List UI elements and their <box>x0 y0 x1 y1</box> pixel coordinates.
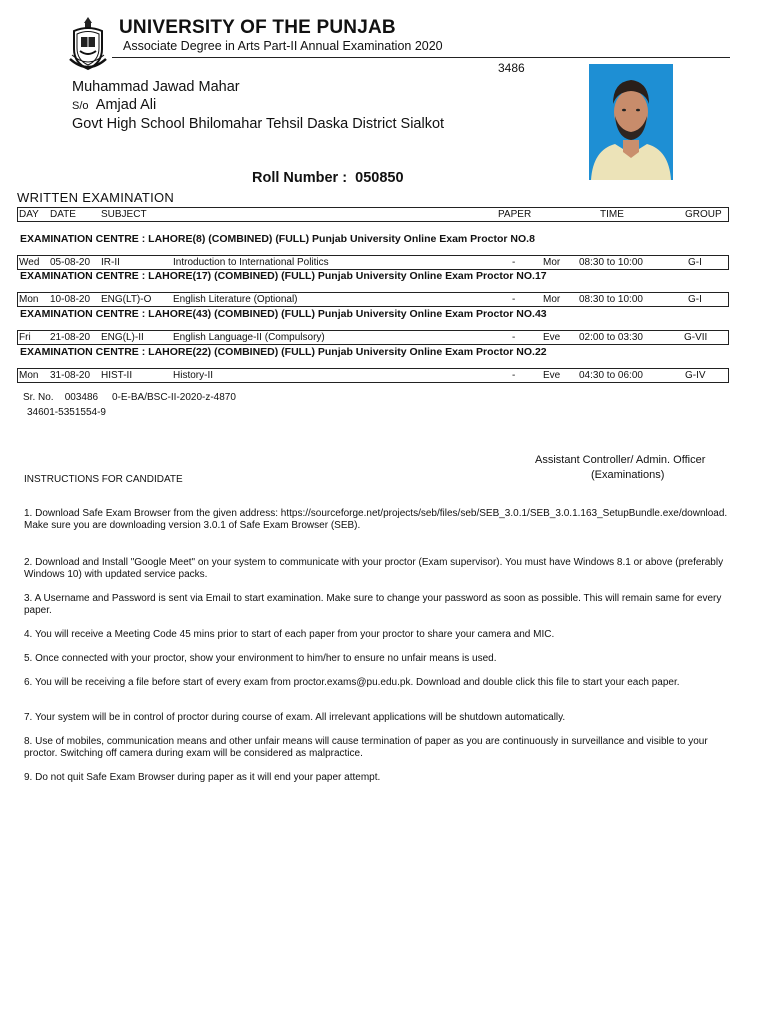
row-group: G-VII <box>684 332 708 343</box>
centre-name: LAHORE(17) (COMBINED) (FULL) Punjab University Online Exam Proctor NO.17 <box>148 270 547 282</box>
reference-code: 0-E-BA/BSC-II-2020-z-4870 <box>111 392 236 403</box>
row-subject: History-II <box>173 370 213 381</box>
row-date: 31-08-20 <box>50 370 91 381</box>
exam-centre-line <box>20 270 547 282</box>
col-day: DAY <box>19 209 39 220</box>
father-name: Amjad Ali <box>95 97 157 113</box>
col-subject: SUBJECT <box>101 209 147 220</box>
row-time: 04:30 to 06:00 <box>579 370 643 381</box>
instruction-item: 7. Your system will be in control of proctor during course of exam. All irrelevant applications will be shutdown automatically. <box>24 712 566 723</box>
sr-value: 003486 <box>64 392 99 403</box>
col-group: GROUP <box>685 209 722 220</box>
cnic-number: 34601-5351554-9 <box>27 407 106 418</box>
row-code: ENG(L)-II <box>101 332 144 343</box>
centre-name: LAHORE(22) (COMBINED) (FULL) Punjab University Online Exam Proctor NO.22 <box>148 346 547 358</box>
roll-number <box>252 170 404 186</box>
row-code: IR-II <box>101 257 120 268</box>
row-day: Mon <box>19 294 39 305</box>
instruction-item: 4. You will receive a Meeting Code 45 mins prior to start of each paper from your proctor to share your camera and MIC. <box>24 629 555 640</box>
row-paper: - <box>512 332 516 343</box>
row-time: 02:00 to 03:30 <box>579 332 643 343</box>
row-shift: Mor <box>543 294 561 305</box>
col-paper: PAPER <box>498 209 532 220</box>
row-group: G-IV <box>685 370 706 381</box>
row-subject: English Literature (Optional) <box>173 294 298 305</box>
candidate-photo <box>589 64 673 180</box>
row-date: 21-08-20 <box>50 332 91 343</box>
instruction-item: 6. You will be receiving a file before start of every exam from proctor.exams@pu.edu.pk. Download and double click this file to start your each paper. <box>24 677 680 688</box>
schedule-header-row <box>17 207 729 222</box>
col-time: TIME <box>600 209 624 220</box>
centre-name: LAHORE(43) (COMBINED) (FULL) Punjab University Online Exam Proctor NO.43 <box>148 308 547 320</box>
father-line <box>72 97 156 113</box>
candidate-name: Muhammad Jawad Mahar <box>72 79 240 95</box>
university-crest-logo <box>68 15 108 73</box>
centre-label: EXAMINATION CENTRE : <box>20 233 146 245</box>
instruction-item: 1. Download Safe Exam Browser from the given address: https://sourceforge.net/projects/seb/files/seb/SEB_3.0.1/SEB_3.0.1.163_SetupBundle.exe/download. Make sure you are downloading version 3.0.1 of Safe Exam Browser (SEB). <box>24 508 728 531</box>
row-shift: Mor <box>543 257 561 268</box>
roll-label: Roll Number : <box>252 170 348 186</box>
row-subject: English Language-II (Compulsory) <box>173 332 325 343</box>
centre-label: EXAMINATION CENTRE : <box>20 308 146 320</box>
exam-centre-line <box>20 346 547 358</box>
row-day: Wed <box>19 257 40 268</box>
instruction-item: 8. Use of mobiles, communication means and other unfair means will cause termination of paper as you are continuously in surveillance and visible to your proctor. Switching off camera during exam will be considered as malpractice. <box>24 736 708 759</box>
signatory-title: Assistant Controller/ Admin. Officer <box>535 454 706 466</box>
instructions-heading: INSTRUCTIONS FOR CANDIDATE <box>24 474 183 485</box>
centre-label: EXAMINATION CENTRE : <box>20 270 146 282</box>
serial-number: 3486 <box>498 61 525 75</box>
row-day: Fri <box>19 332 31 343</box>
candidate-institution: Govt High School Bhilomahar Tehsil Daska District Sialkot <box>72 116 445 132</box>
row-paper: - <box>512 257 516 268</box>
col-date: DATE <box>50 209 76 220</box>
roll-value: 050850 <box>355 170 404 186</box>
row-date: 10-08-20 <box>50 294 91 305</box>
row-time: 08:30 to 10:00 <box>579 257 643 268</box>
row-day: Mon <box>19 370 39 381</box>
row-code: ENG(LT)-O <box>101 294 152 305</box>
table-row <box>17 255 729 270</box>
exam-centre-line <box>20 308 547 320</box>
row-group: G-I <box>688 257 702 268</box>
row-code: HIST-II <box>101 370 133 381</box>
written-exam-heading: WRITTEN EXAMINATION <box>17 190 175 205</box>
row-date: 05-08-20 <box>50 257 91 268</box>
centre-name: LAHORE(8) (COMBINED) (FULL) Punjab University Online Exam Proctor NO.8 <box>148 233 535 245</box>
row-time: 08:30 to 10:00 <box>579 294 643 305</box>
row-paper: - <box>512 294 516 305</box>
instruction-item: 2. Download and Install "Google Meet" on your system to communicate with your proctor (Exam supervisor). You must have Windows 8.1 or above (preferably Windows 10) with updated service packs. <box>24 557 724 580</box>
instruction-item: 3. A Username and Password is sent via Email to start examination. Make sure to change your password as soon as possible. This will remain same for every paper. <box>24 593 722 616</box>
instruction-item: 9. Do not quit Safe Exam Browser during paper as it will end your paper attempt. <box>24 772 381 783</box>
sr-label: Sr. No. <box>23 392 54 403</box>
signatory-dept: (Examinations) <box>591 469 665 481</box>
header-divider <box>112 57 730 58</box>
row-paper: - <box>512 370 516 381</box>
table-row <box>17 330 729 345</box>
row-group: G-I <box>688 294 702 305</box>
exam-centre-line <box>20 233 535 245</box>
university-name: UNIVERSITY OF THE PUNJAB <box>119 17 396 38</box>
row-shift: Eve <box>543 332 561 343</box>
table-row <box>17 292 729 307</box>
row-shift: Eve <box>543 370 561 381</box>
row-subject: Introduction to International Politics <box>173 257 329 268</box>
table-row <box>17 368 729 383</box>
exam-title: Associate Degree in Arts Part-II Annual Examination 2020 <box>123 39 443 53</box>
serial-reference-line <box>23 392 236 403</box>
so-label: S/o <box>72 100 89 112</box>
centre-label: EXAMINATION CENTRE : <box>20 346 146 358</box>
instruction-item: 5. Once connected with your proctor, show your environment to him/her to ensure no unfair means is used. <box>24 653 497 664</box>
